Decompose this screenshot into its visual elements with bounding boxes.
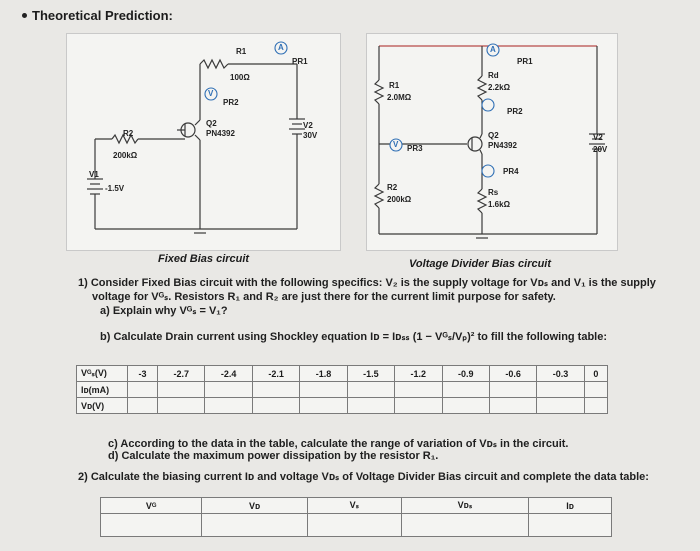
id-input-cell[interactable] — [300, 382, 347, 398]
id-input-cell[interactable] — [489, 382, 536, 398]
r1-name: R1 — [236, 47, 247, 56]
rd-value: 2.2kΩ — [488, 83, 510, 92]
v2-value: 30V — [303, 131, 318, 140]
vd-input-cell[interactable] — [347, 398, 394, 414]
r2-name: R2 — [387, 183, 398, 192]
vgs-cell: -3 — [128, 366, 158, 382]
r2-value: 200kΩ — [387, 195, 412, 204]
r1-value: 100Ω — [230, 73, 250, 82]
row-header-vd: Vᴅ(V) — [77, 398, 128, 414]
header-vs: Vₛ — [307, 498, 401, 514]
q2-name: Q2 — [206, 119, 217, 128]
id-input-cell[interactable] — [537, 382, 584, 398]
question-1d: d) Calculate the maximum power dissipation by the resistor R₁. — [108, 450, 439, 462]
header-vds: Vᴅₛ — [401, 498, 529, 514]
probe-pr1: PR1 — [292, 57, 308, 66]
vd-input-cell[interactable] — [395, 398, 442, 414]
vgs-cell: -2.7 — [158, 366, 205, 382]
vgs-table — [76, 365, 608, 414]
table-row — [101, 514, 612, 537]
vs-input-cell[interactable] — [307, 514, 401, 537]
header-vg: Vᴳ — [101, 498, 202, 514]
id-input-cell[interactable] — [529, 514, 612, 537]
id-input-cell[interactable] — [442, 382, 489, 398]
bullet-icon — [22, 13, 27, 18]
question-1a: a) Explain why Vᴳₛ = V₁? — [100, 305, 228, 317]
v2-name: V2 — [593, 133, 603, 142]
vd-input-cell[interactable] — [205, 398, 252, 414]
probe-pr2: PR2 — [223, 98, 239, 107]
row-header-id: Iᴅ(mA) — [77, 382, 128, 398]
id-input-cell[interactable] — [205, 382, 252, 398]
probe-pr4: PR4 — [503, 167, 519, 176]
question-1-line1: 1) Consider Fixed Bias circuit with the following specifics: V₂ is the supply voltage for Vᴅₛ and V₁ is the supply — [78, 277, 656, 289]
q2-part: PN4392 — [206, 129, 235, 138]
vgs-cell: -2.4 — [205, 366, 252, 382]
id-input-cell[interactable] — [584, 382, 607, 398]
vd-input-cell[interactable] — [158, 398, 205, 414]
vgs-cell: 0 — [584, 366, 607, 382]
fixed-bias-schematic — [67, 34, 340, 250]
fixed-bias-circuit — [66, 33, 341, 251]
vd-input-cell[interactable] — [442, 398, 489, 414]
voltage-divider-caption: Voltage Divider Bias circuit — [409, 258, 552, 270]
voltage-divider-circuit — [366, 33, 618, 251]
vgs-cell: -0.9 — [442, 366, 489, 382]
header-vd: Vᴅ — [202, 498, 308, 514]
meter-a-label: A — [278, 43, 284, 52]
question-1-line2: voltage for Vᴳₛ. Resistors R₁ and R₂ are just there for the current limit purpose for safety. — [92, 291, 556, 303]
vgs-cell: -2.1 — [252, 366, 299, 382]
rs-name: Rs — [488, 188, 499, 197]
v2-value: 20V — [593, 145, 608, 154]
r2-name: R2 — [123, 129, 134, 138]
id-input-cell[interactable] — [395, 382, 442, 398]
vd-input-cell[interactable] — [489, 398, 536, 414]
vgs-cell: -1.5 — [347, 366, 394, 382]
table-row — [77, 382, 608, 398]
question-1b: b) Calculate Drain current using Shockley equation Iᴅ = Iᴅₛₛ (1 − Vᴳₛ/Vₚ)² to fill the following table: — [100, 331, 608, 343]
fixed-bias-caption: Fixed Bias circuit — [158, 253, 250, 265]
q2-part: PN4392 — [488, 141, 517, 150]
vgs-cell: -1.2 — [395, 366, 442, 382]
vd-input-cell[interactable] — [584, 398, 607, 414]
vgs-cell: -1.8 — [300, 366, 347, 382]
voltmeter-pr2-icon — [482, 99, 494, 111]
rs-value: 1.6kΩ — [488, 200, 510, 209]
voltmeter-pr4-icon — [482, 165, 494, 177]
header-id: Iᴅ — [529, 498, 612, 514]
probe-pr2: PR2 — [507, 107, 523, 116]
vd-input-cell[interactable] — [202, 514, 308, 537]
v1-name: V1 — [89, 170, 99, 179]
meter-v-label: V — [208, 89, 214, 98]
probe-pr3: PR3 — [407, 144, 423, 153]
probe-pr1: PR1 — [517, 57, 533, 66]
rd-name: Rd — [488, 71, 499, 80]
v1-value: -1.5V — [105, 184, 125, 193]
meter-v-label: V — [393, 140, 399, 149]
vd-input-cell[interactable] — [128, 398, 158, 414]
table-row — [101, 498, 612, 514]
vd-input-cell[interactable] — [300, 398, 347, 414]
vd-input-cell[interactable] — [252, 398, 299, 414]
vgs-cell: -0.3 — [537, 366, 584, 382]
meter-a-label: A — [490, 45, 496, 54]
r2-value: 200kΩ — [113, 151, 138, 160]
table-row — [77, 366, 608, 382]
id-input-cell[interactable] — [158, 382, 205, 398]
v2-name: V2 — [303, 121, 313, 130]
id-input-cell[interactable] — [252, 382, 299, 398]
vd-input-cell[interactable] — [537, 398, 584, 414]
question-2: 2) Calculate the biasing current Iᴅ and voltage Vᴅₛ of Voltage Divider Bias circuit and complete the data table: — [78, 471, 649, 483]
section-heading: Theoretical Prediction: — [32, 8, 173, 23]
question-1c: c) According to the data in the table, calculate the range of variation of Vᴅₛ in the circuit. — [108, 438, 569, 450]
r1-value: 2.0MΩ — [387, 93, 412, 102]
row-header-vgs: Vᴳₛ(V) — [77, 366, 128, 382]
vg-input-cell[interactable] — [101, 514, 202, 537]
q2-name: Q2 — [488, 131, 499, 140]
table-row — [77, 398, 608, 414]
r1-name: R1 — [389, 81, 400, 90]
divider-table — [100, 497, 612, 537]
vds-input-cell[interactable] — [401, 514, 529, 537]
vgs-cell: -0.6 — [489, 366, 536, 382]
id-input-cell[interactable] — [347, 382, 394, 398]
id-input-cell[interactable] — [128, 382, 158, 398]
